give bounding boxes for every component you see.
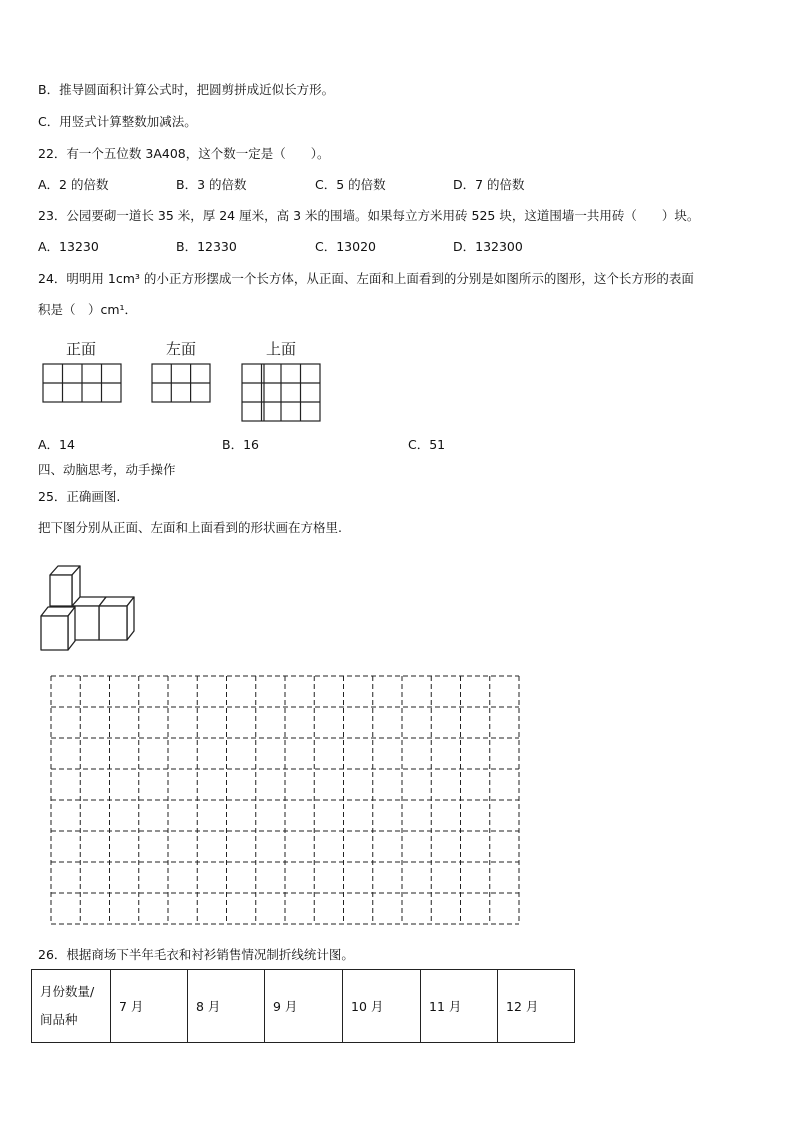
- dashed-drawing-grid: [51, 676, 519, 924]
- left-view-grid: [152, 364, 210, 402]
- option-b-circle: B．推导圆面积计算公式时，把圆剪拼成近似长方形。: [38, 82, 335, 97]
- question-25: 25．正确画图.: [38, 489, 121, 504]
- q22-option-c: C．5 的倍数: [315, 177, 386, 192]
- view-label-left: 左面: [166, 340, 197, 358]
- question-26: 26．根据商场下半年毛衣和衬衫销售情况制折线统计图。: [38, 947, 354, 962]
- month-cell-10: 10 月: [343, 970, 421, 1043]
- month-cell-11: 11 月: [421, 970, 498, 1043]
- table-header-line1: 月份数量/: [40, 984, 95, 999]
- question-25-instruction: 把下图分别从正面、左面和上面看到的形状画在方格里.: [38, 520, 342, 535]
- q24-option-b: B．16: [222, 437, 259, 452]
- q22-option-b: B．3 的倍数: [176, 177, 247, 192]
- section-4-heading: 四、动脑思考，动手操作: [38, 462, 176, 477]
- month-cell-8: 8 月: [188, 970, 265, 1043]
- q24-option-a: A．14: [38, 437, 75, 452]
- month-cell-7: 7 月: [111, 970, 188, 1043]
- view-label-front: 正面: [66, 340, 97, 358]
- question-24-line2: 积是（ ）cm¹．: [38, 302, 138, 317]
- question-22: 22．有一个五位数 3A408，这个数一定是（ ）。: [38, 146, 330, 161]
- q23-option-c: C．13020: [315, 239, 376, 254]
- question-23: 23．公园要砌一道长 35 米，厚 24 厘米，高 3 米的围墙。如果每立方米用砖 525 块，这道围墙一共用砖（ ）块。: [38, 208, 700, 223]
- table-row: [32, 970, 575, 1043]
- q23-option-b: B．12330: [176, 239, 237, 254]
- q22-option-d: D．7 的倍数: [453, 177, 525, 192]
- option-c-vertical: C．用竖式计算整数加减法。: [38, 114, 197, 129]
- q23-option-d: D．132300: [453, 239, 523, 254]
- q24-option-c: C．51: [408, 437, 446, 452]
- q23-option-a: A．13230: [38, 239, 99, 254]
- month-cell-9: 9 月: [265, 970, 343, 1043]
- table-header-line2: 间品种: [40, 1012, 78, 1027]
- sales-table: [31, 969, 575, 1043]
- cube-figure: [41, 566, 134, 650]
- q22-option-a: A．2 的倍数: [38, 177, 109, 192]
- top-view-grid: [242, 364, 320, 421]
- front-view-grid: [43, 364, 121, 402]
- view-label-top: 上面: [266, 340, 297, 358]
- table-header-cell: [32, 970, 111, 1043]
- question-24-line1: 24．明明用 1cm³ 的小正方形摆成一个长方体，从正面、左面和上面看到的分别是如图所示的图形，这个长方形的表面: [38, 271, 694, 286]
- month-cell-12: 12 月: [498, 970, 575, 1043]
